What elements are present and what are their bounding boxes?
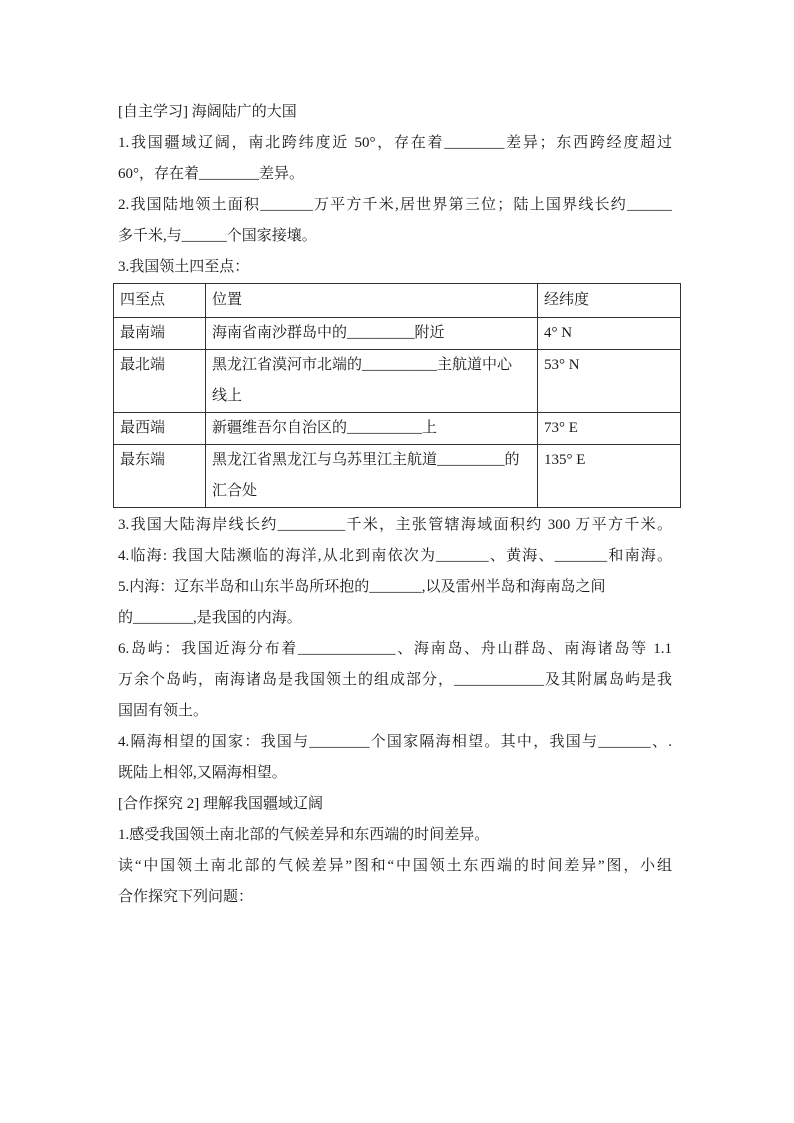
section-heading-self-study: [自主学习] 海阔陆广的大国: [118, 104, 297, 120]
cell-location: 海南省南沙群岛中的_________附近: [206, 318, 538, 350]
table-header-row: [114, 284, 681, 318]
table-row: [114, 350, 681, 413]
cooperative-instruction-line-2: 合作探究下列问题：: [118, 889, 254, 905]
section-heading-cooperative: [合作探究 2] 理解我国疆域辽阔: [118, 796, 323, 812]
inland-seas-line-2: 的________,是我国的内海。: [118, 610, 302, 626]
header-point: 四至点: [114, 284, 206, 318]
table-row: [114, 413, 681, 445]
cell-point: 最西端: [114, 413, 206, 445]
cell-coords: 4° N: [538, 318, 681, 350]
adjacent-seas-line: 4.临海: 我国大陆濒临的海洋,从北到南依次为_______、黄海、_______和南海。: [118, 548, 672, 564]
cell-point: 最南端: [114, 318, 206, 350]
question-3-title: 3.我国领土四至点：: [118, 259, 250, 275]
cell-point: 最北端: [114, 350, 206, 413]
question-2-line-1: 2.我国陆地领土面积_______万平方千米,居世界第三位；陆上国界线长约______: [118, 197, 672, 213]
header-coords: 经纬度: [538, 284, 681, 318]
cell-location: 黑龙江省漠河市北端的__________主航道中心线上: [206, 350, 538, 413]
coastline-line: 3.我国大陆海岸线长约_________千米，主张管辖海域面积约 300 万平方千米。: [118, 517, 672, 533]
islands-line-2: 万余个岛屿，南海诸岛是我国领土的组成部分，____________及其附属岛屿是我: [118, 672, 672, 688]
cell-coords: 135° E: [538, 445, 681, 508]
neighbors-across-sea-line-2: 既陆上相邻,又隔海相望。: [118, 765, 287, 781]
cell-point: 最东端: [114, 445, 206, 508]
neighbors-across-sea-line-1: 4.隔海相望的国家：我国与________个国家隔海相望。其中，我国与_______、.: [118, 734, 672, 750]
islands-line-3: 国固有领土。: [118, 703, 209, 719]
question-2-line-2: 多千米,与______个国家接壤。: [118, 228, 317, 244]
cell-location: 新疆维吾尔自治区的__________上: [206, 413, 538, 445]
table-row: [114, 445, 681, 508]
cell-coords: 53° N: [538, 350, 681, 413]
question-1-line-2: 60°，存在着________差异。: [118, 166, 304, 182]
body-text: [118, 510, 794, 913]
cooperative-instruction-line-1: 读“中国领土南北部的气候差异”图和“中国领土东西端的时间差异”图，小组: [118, 858, 672, 874]
islands-line-1: 6.岛屿：我国近海分布着_____________、海南岛、舟山群岛、南海诸岛等 1.1: [118, 641, 672, 657]
table-row: [114, 318, 681, 350]
extreme-points-table: [113, 283, 681, 508]
cooperative-task-1: 1.感受我国领土南北部的气候差异和东西端的时间差异。: [118, 827, 490, 843]
header-location: 位置: [206, 284, 538, 318]
inland-seas-line-1: 5.内海：辽东半岛和山东半岛所环抱的_______,以及雷州半岛和海南岛之间: [118, 579, 606, 595]
question-1-line-1: 1.我国疆域辽阔，南北跨纬度近 50°，存在着________差异；东西跨经度超过: [118, 135, 672, 151]
cell-coords: 73° E: [538, 413, 681, 445]
cell-location: 黑龙江省黑龙江与乌苏里江主航道_________的汇合处: [206, 445, 538, 508]
